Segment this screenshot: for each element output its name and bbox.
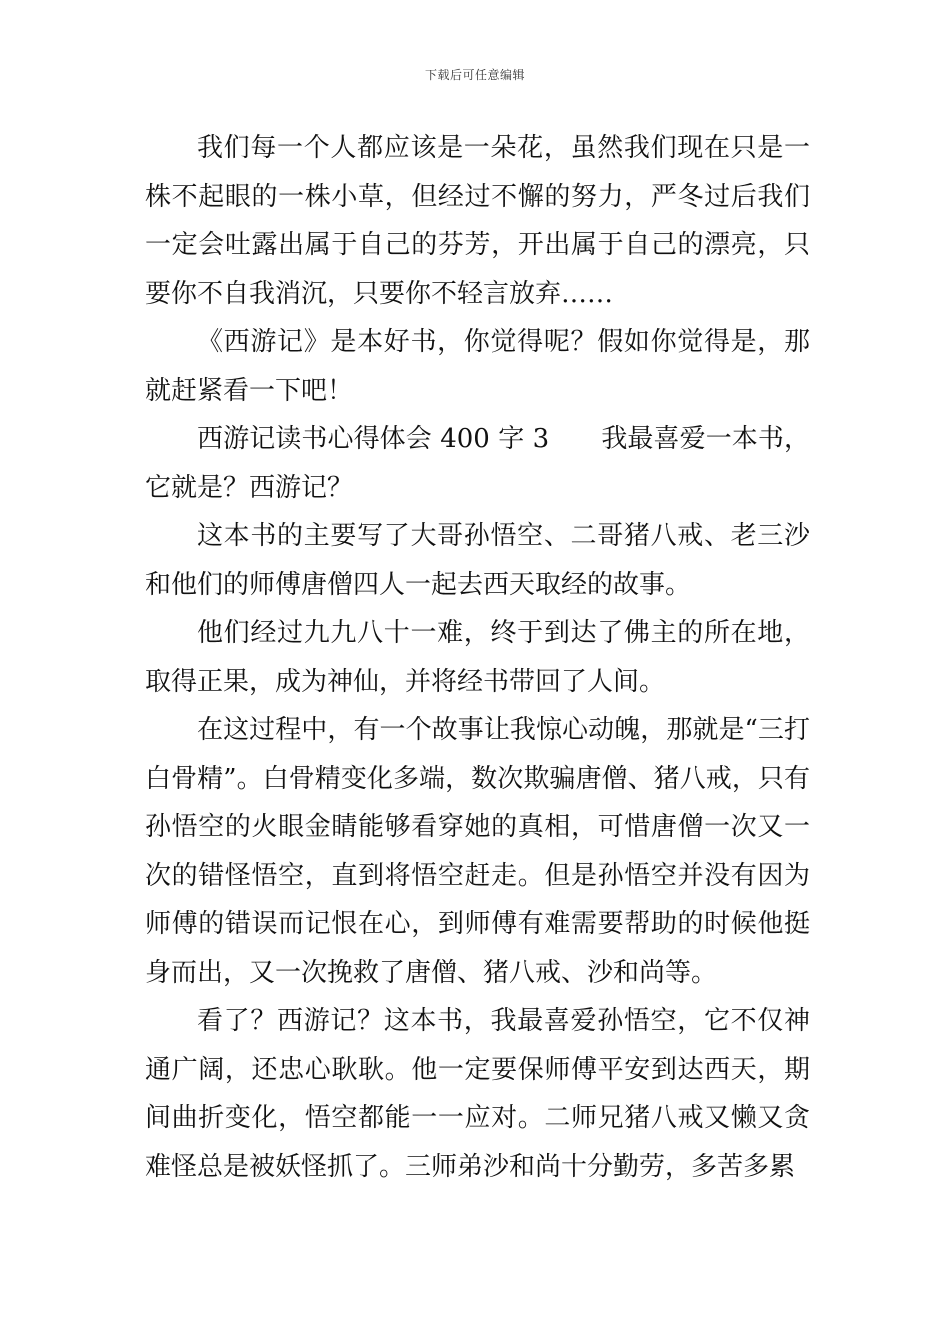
section-intro: 我最喜爱一本书，它就是？西游记？ bbox=[145, 424, 810, 503]
paragraph-6: 看了？西游记？这本书，我最喜爱孙悟空，它不仅神通广阔，还忠心耿耿。他一定要保师傅平安到达西天，期间曲折变化，悟空都能一一应对。二师兄猪八戒又懒又贪难怪总是被妖怪抓了。三师弟沙和尚十分勤劳，多苦多累 bbox=[145, 1006, 810, 1182]
document-body bbox=[145, 124, 810, 1191]
paragraph-4: 他们经过九九八十一难，终于到达了佛主的所在地，取得正果，成为神仙，并将经书带回了人间。 bbox=[145, 618, 810, 697]
paragraph-5: 在这过程中，有一个故事让我惊心动魄，那就是“三打白骨精”。白骨精变化多端，数次欺骗唐僧、猪八戒，只有孙悟空的火眼金睛能够看穿她的真相，可惜唐僧一次又一次的错怪悟空，直到将悟空赶走。但是孙悟空并没有因为师傅的错误而记恨在心，到师傅有难需要帮助的时候他挺身而出，又一次挽救了唐僧、猪八戒、沙和尚等。 bbox=[145, 715, 810, 988]
page-header: 下载后可任意编辑 bbox=[424, 68, 525, 82]
section-heading-paragraph bbox=[145, 415, 810, 512]
section-title: 西游记读书心得体会 400 字 3 bbox=[197, 424, 550, 454]
paragraph-2: 《西游记》是本好书，你觉得呢？假如你觉得是，那就赶紧看一下吧！ bbox=[145, 327, 810, 406]
paragraph-1: 我们每一个人都应该是一朵花，虽然我们现在只是一株不起眼的一株小草，但经过不懈的努力，严冬过后我们一定会吐露出属于自己的芬芳，开出属于自己的漂亮，只要你不自我消沉，只要你不轻言放弃…… bbox=[145, 133, 810, 309]
paragraph-3: 这本书的主要写了大哥孙悟空、二哥猪八戒、老三沙和他们的师傅唐僧四人一起去西天取经的故事。 bbox=[145, 521, 810, 600]
